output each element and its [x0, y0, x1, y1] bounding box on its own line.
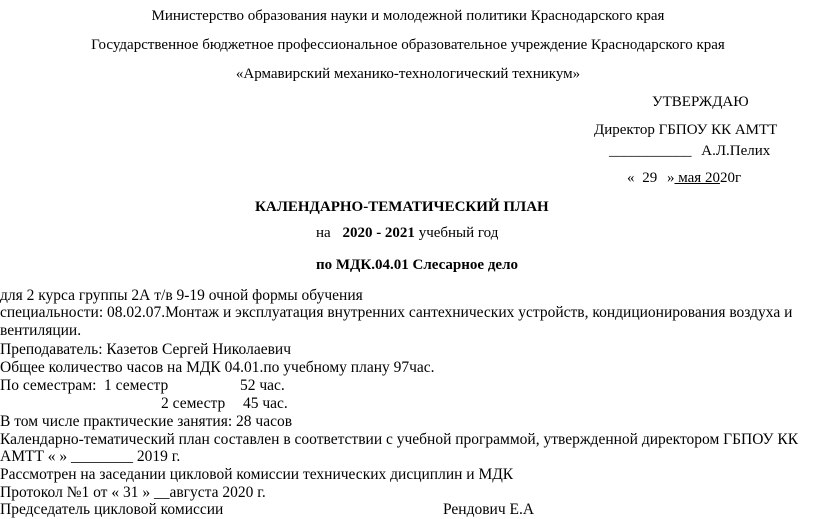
specialty-line-2: вентиляции.: [0, 322, 82, 339]
semesters-label: По семестрам:: [0, 377, 97, 394]
plan-year-suffix: учебный год: [418, 225, 499, 241]
date-month: мая 20: [674, 170, 720, 186]
date-day: 29: [642, 170, 658, 186]
chair-name: Рендович Е.А: [443, 501, 535, 518]
plan-year-prefix: на: [316, 225, 331, 241]
director-name: А.Л.Пелих: [701, 143, 771, 159]
approval-date: [627, 169, 741, 187]
chair-label: Председатель цикловой комиссии: [0, 501, 224, 518]
date-year: 20г: [719, 170, 742, 186]
approval-position: Директор ГБПОУ КК АМТТ: [594, 122, 778, 138]
semester-1-hours: 52 час.: [240, 377, 285, 394]
practical-line: В том числе практические занятия: 28 часов: [0, 413, 293, 430]
reviewed-line: Рассмотрен на заседании цикловой комиссии технических дисциплин и МДК: [0, 466, 514, 483]
ministry-title: Министерство образования науки и молодежной политики Краснодарского края: [151, 8, 665, 24]
plan-subject: по МДК.04.01 Слесарное дело: [316, 257, 518, 273]
course-line: для 2 курса группы 2А т/в 9-19 очной формы обучения: [0, 287, 363, 304]
specialty-line-1: специальности: 08.02.07.Монтаж и эксплуатация внутренних сантехнических устройств, кондиционирования воздуха и: [0, 304, 793, 321]
plan-year: [316, 224, 498, 242]
compiled-line-1: Календарно-тематический план составлен в соответствии с учебной программой, утвержденной директором ГБПОУ КК: [0, 431, 799, 448]
date-open-quote: «: [627, 170, 635, 186]
signature-line: ___________: [609, 143, 692, 159]
protocol-line: Протокол №1 от « 31 » __августа 2020 г.: [0, 484, 266, 501]
semester-2-hours: 45 час.: [243, 395, 288, 412]
date-close-quote: »: [667, 170, 675, 186]
teacher-line: Преподаватель: Казетов Сергей Николаевич: [0, 341, 291, 358]
plan-year-value: 2020 - 2021: [342, 225, 415, 241]
semester-1-label: 1 семестр: [104, 377, 169, 394]
plan-title: КАЛЕНДАРНО-ТЕМАТИЧЕСКИЙ ПЛАН: [255, 199, 549, 215]
college-title: «Армавирский механико-технологический техникум»: [235, 66, 581, 82]
compiled-line-2: АМТТ « » ________ 2019 г.: [0, 448, 181, 465]
approval-signature: [609, 142, 770, 160]
approval-title: УТВЕРЖДАЮ: [652, 94, 749, 110]
total-hours-line: Общее количество часов на МДК 04.01.по учебному плану 97час.: [0, 359, 435, 376]
semester-2-label: 2 семестр: [161, 395, 226, 412]
institution-title: Государственное бюджетное профессиональное образовательное учреждение Краснодарского края: [91, 37, 725, 53]
